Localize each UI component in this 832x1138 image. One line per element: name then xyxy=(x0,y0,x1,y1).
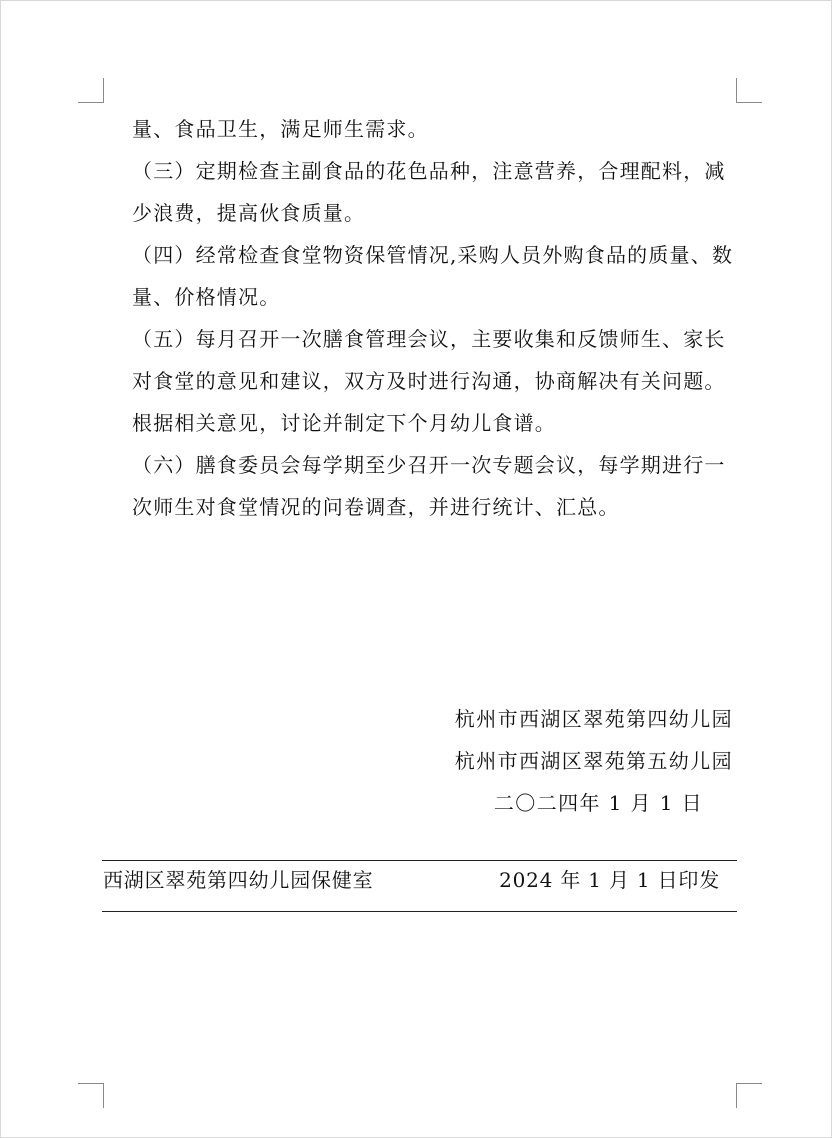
crop-mark-top-left xyxy=(78,78,104,103)
signature-date: 二〇二四年 1 月 1 日 xyxy=(493,791,703,815)
paragraph-item-3: （三）定期检查主副食品的花色品种，注意营养，合理配料，减少浪费，提高伙食质量。 xyxy=(132,159,726,225)
footer-issuer: 西湖区翠苑第四幼儿园保健室 xyxy=(103,868,374,892)
footer-issue-date: 2024 年 1 月 1 日印发 xyxy=(499,868,720,892)
paragraph-item-4: （四）经常检查食堂物资保管情况,采购人员外购食品的质量、数量、价格情况。 xyxy=(132,243,734,309)
body-text xyxy=(132,108,738,528)
paragraph-continuation: 量、食品卫生，满足师生需求。 xyxy=(132,117,429,141)
signature-org-2: 杭州市西湖区翠苑第五幼儿园 xyxy=(454,749,733,773)
signature-block xyxy=(455,698,733,824)
footer-rule-bottom xyxy=(102,911,737,912)
crop-mark-bottom-left xyxy=(78,1083,104,1108)
crop-mark-top-right xyxy=(736,78,762,103)
paragraph-item-6: （六）膳食委员会每学期至少召开一次专题会议，每学期进行一次师生对食堂情况的问卷调查，并进行统计、汇总。 xyxy=(132,453,726,519)
paragraph-item-5: （五）每月召开一次膳食管理会议，主要收集和反馈师生、家长对食堂的意见和建议，双方及时进行沟通，协商解决有关问题。根据相关意见，讨论并制定下个月幼儿食谱。 xyxy=(132,327,726,435)
signature-org-1: 杭州市西湖区翠苑第四幼儿园 xyxy=(454,707,733,731)
footer-rule-top xyxy=(102,860,737,861)
crop-mark-bottom-right xyxy=(736,1083,762,1108)
